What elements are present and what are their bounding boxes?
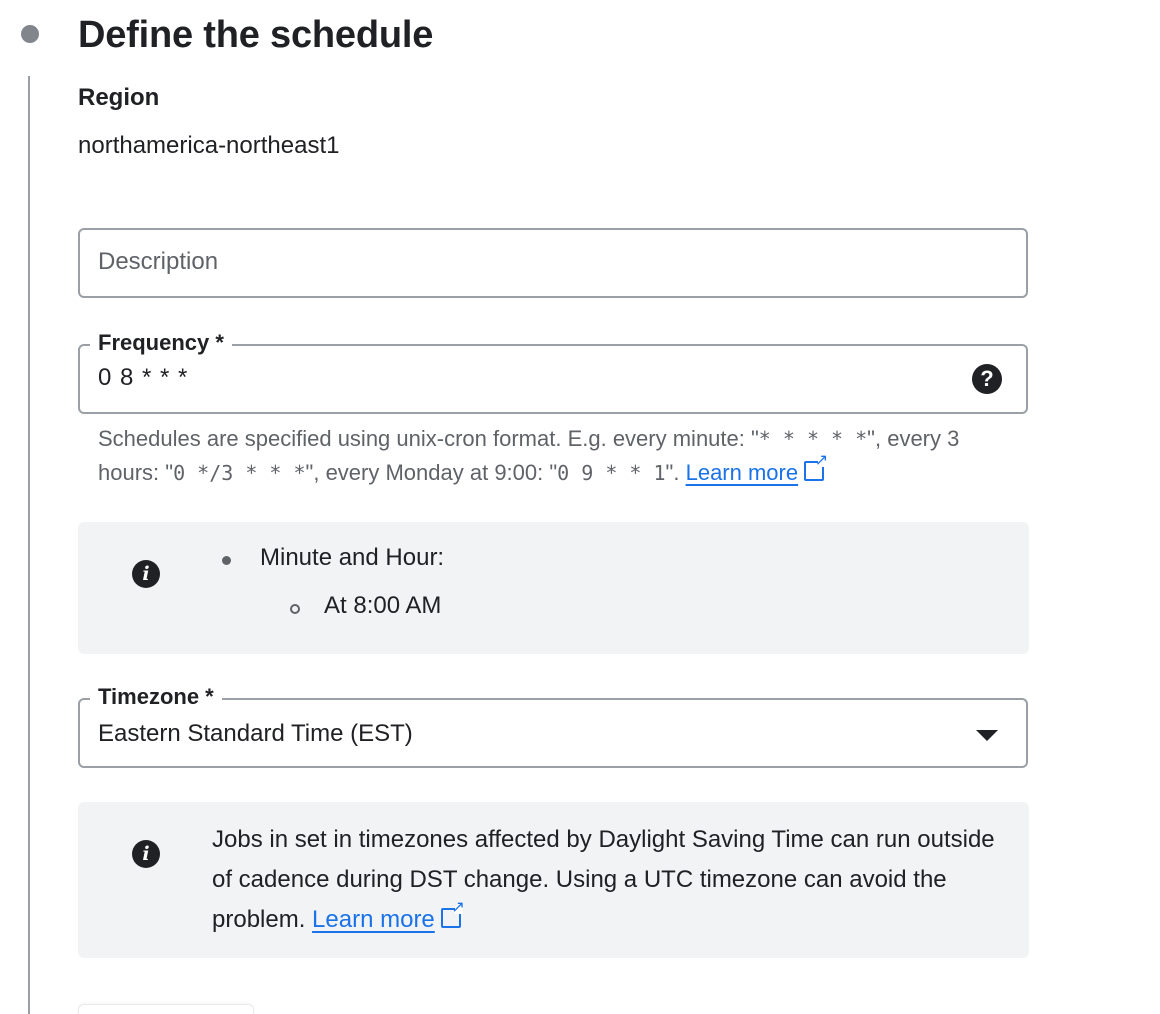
help-circle-icon[interactable]: ? [972,364,1002,394]
region-label: Region [78,84,160,111]
frequency-label: Frequency * [90,328,232,358]
open-in-new-icon[interactable] [441,908,461,928]
helper-text-part: ", every 3 hours: " [98,426,960,485]
cron-info-panel [78,522,1029,654]
bullet-circle [290,604,300,614]
info-icon: i [132,840,160,868]
info-icon: i [132,560,160,588]
arrow-drop-down-icon[interactable] [976,730,998,741]
frequency-helper-text [98,422,998,490]
cron-item-value: At 8:00 AM [324,592,442,619]
frequency-field[interactable] [78,330,1028,414]
list-subitem [292,592,442,620]
description-placeholder: Description [98,248,219,275]
dst-info-text [212,820,1002,940]
timezone-select[interactable] [78,684,1028,768]
helper-text-part: Schedules are specified using unix-cron format. E.g. every minute: " [98,426,759,451]
step-connector-line [28,76,30,1014]
cron-item-label: Minute and Hour: [260,544,445,571]
helper-text-part: ", every Monday at 9:00: " [305,460,558,485]
step-title: Define the schedule [78,14,434,56]
learn-more-link[interactable]: Learn more [685,460,799,485]
description-field[interactable] [78,228,1028,298]
next-button[interactable] [78,1004,254,1014]
open-in-new-icon[interactable] [804,461,824,481]
timezone-selected-value: Eastern Standard Time (EST) [98,720,413,747]
learn-more-link[interactable]: Learn more [312,906,435,933]
helper-text-part: ". [665,460,686,485]
step-indicator-dot [21,25,39,43]
dst-info-panel [78,802,1029,958]
cron-example-every-minute: * * * * * [758,427,868,451]
region-value: northamerica-northeast1 [78,132,340,159]
timezone-label: Timezone * [90,682,222,712]
cron-example-every-3-hours: 0 */3 * * * [173,461,306,485]
bullet-dot [222,556,231,565]
dst-message: Jobs in set in timezones affected by Daylight Saving Time can run outside of cadence during DST change. Using a UTC timezone can avoid the problem. [212,826,995,933]
list-item [228,544,445,572]
frequency-input-value[interactable]: 0 8 * * * [98,364,189,391]
cron-example-monday: 0 9 * * 1 [557,461,666,485]
